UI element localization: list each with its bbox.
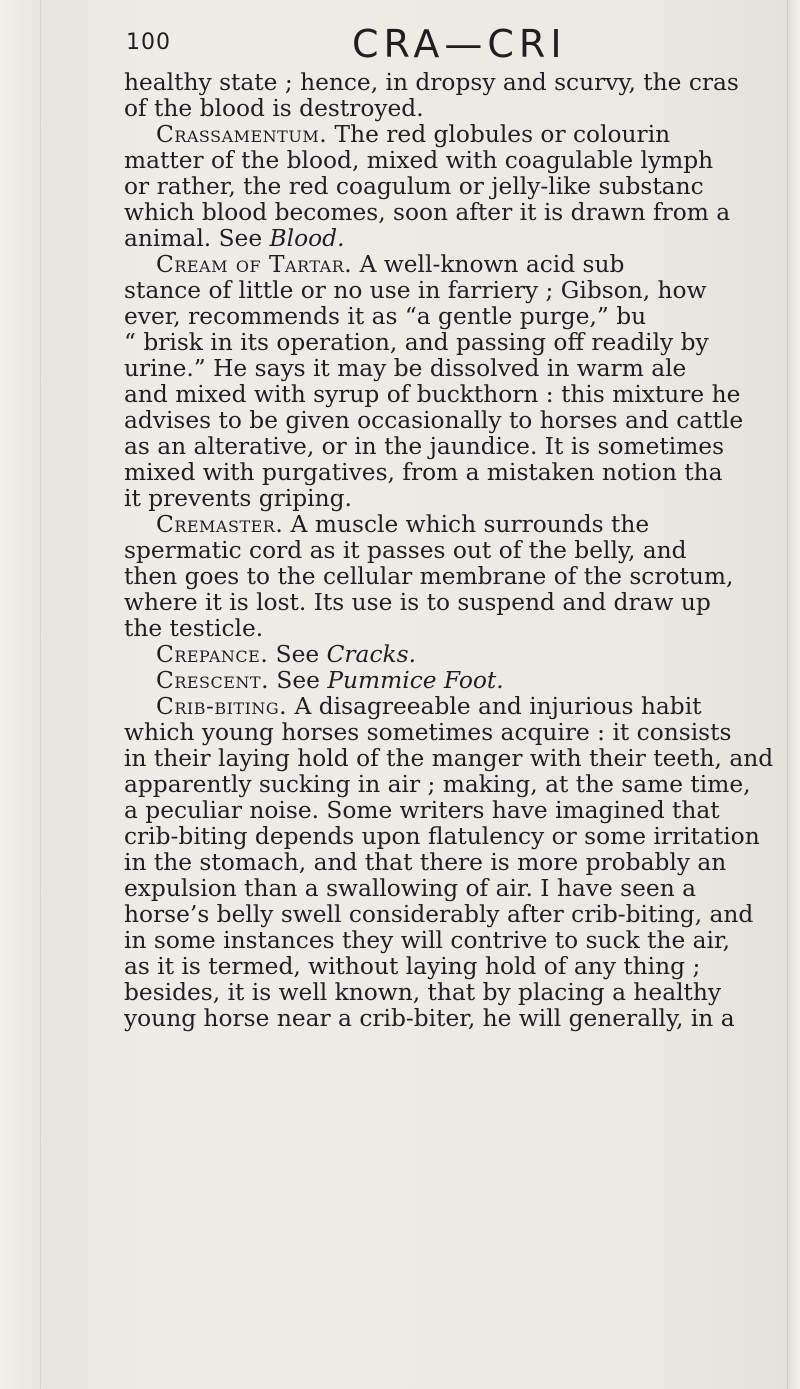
page-edge	[787, 0, 800, 1389]
text-line: which young horses sometimes acquire : it consists	[124, 720, 732, 746]
entry-crescent	[124, 668, 780, 694]
entry-headword: Cream of Tartar.	[156, 252, 353, 278]
text-span: See	[268, 642, 327, 668]
page-gutter	[0, 0, 41, 1389]
text-line: spermatic cord as it passes out of the belly, and	[124, 538, 687, 564]
text-line: where it is lost. Its use is to suspend and draw up	[124, 590, 711, 616]
entry-headword: Crepance.	[156, 642, 269, 668]
text-span: A disagreeable and injurious habit	[287, 694, 702, 720]
text-line: a peculiar noise. Some writers have imagined that	[124, 798, 720, 824]
entry-crib-biting	[124, 694, 780, 720]
text-line: as an alterative, or in the jaundice. It is sometimes	[124, 434, 725, 460]
body-text	[124, 70, 780, 1032]
entry-headword: Cremaster.	[156, 512, 284, 538]
text-span: A well-known acid sub	[352, 252, 625, 278]
entry-headword: Crescent.	[156, 668, 270, 694]
text-span: See	[269, 668, 328, 694]
cross-reference: Cracks.	[326, 642, 416, 668]
text-line: apparently sucking in air ; making, at the same time,	[124, 772, 751, 798]
text-line: or rather, the red coagulum or jelly-like substanc	[124, 174, 704, 200]
text-line: in the stomach, and that there is more probably an	[124, 850, 727, 876]
text-line: horse’s belly swell considerably after crib-biting, and	[124, 902, 754, 928]
cross-reference: Pummice Foot.	[327, 668, 504, 694]
entry-cream-of-tartar	[124, 252, 780, 278]
entry-headword: Crib-biting.	[156, 694, 288, 720]
text-line: the testicle.	[124, 616, 264, 642]
text-span: animal. See	[124, 226, 270, 252]
text-line: crib-biting depends upon flatulency or some irritation	[124, 824, 760, 850]
text-line: stance of little or no use in farriery ; Gibson, how	[124, 278, 707, 304]
entry-crassamentum	[124, 122, 780, 148]
text-line: mixed with purgatives, from a mistaken notion tha	[124, 460, 723, 486]
text-line: of the blood is destroyed.	[124, 96, 424, 122]
page-header	[126, 22, 766, 66]
text-line: young horse near a crib-biter, he will generally, in a	[124, 1006, 735, 1032]
text-line	[124, 226, 780, 252]
text-line: in their laying hold of the manger with their teeth, and	[124, 746, 774, 772]
text-line: advises to be given occasionally to horses and cattle	[124, 408, 744, 434]
text-span: A muscle which surrounds the	[283, 512, 650, 538]
text-line: ever, recommends it as “a gentle purge,” bu	[124, 304, 647, 330]
text-line: which blood becomes, soon after it is drawn from a	[124, 200, 731, 226]
text-line: in some instances they will contrive to suck the air,	[124, 928, 730, 954]
text-line: and mixed with syrup of buckthorn : this mixture he	[124, 382, 741, 408]
text-line: urine.” He says it may be dissolved in warm ale	[124, 356, 687, 382]
entry-headword: Crassamentum.	[156, 122, 328, 148]
text-line: then goes to the cellular membrane of the scrotum,	[124, 564, 734, 590]
text-line: as it is termed, without laying hold of any thing ;	[124, 954, 701, 980]
text-line: “ brisk in its operation, and passing off readily by	[124, 330, 709, 356]
text-line: besides, it is well known, that by placing a healthy	[124, 980, 722, 1006]
text-line: expulsion than a swallowing of air. I have seen a	[124, 876, 696, 902]
entry-crepance	[124, 642, 780, 668]
text-line: it prevents griping.	[124, 486, 352, 512]
entry-cremaster	[124, 512, 780, 538]
text-span: The red globules or colourin	[327, 122, 671, 148]
cross-reference: Blood.	[269, 226, 345, 252]
running-head: CRA—CRI	[352, 22, 567, 66]
page-number: 100	[126, 30, 171, 55]
text-line: healthy state ; hence, in dropsy and scurvy, the cras	[124, 70, 739, 96]
text-line: matter of the blood, mixed with coagulable lymph	[124, 148, 714, 174]
